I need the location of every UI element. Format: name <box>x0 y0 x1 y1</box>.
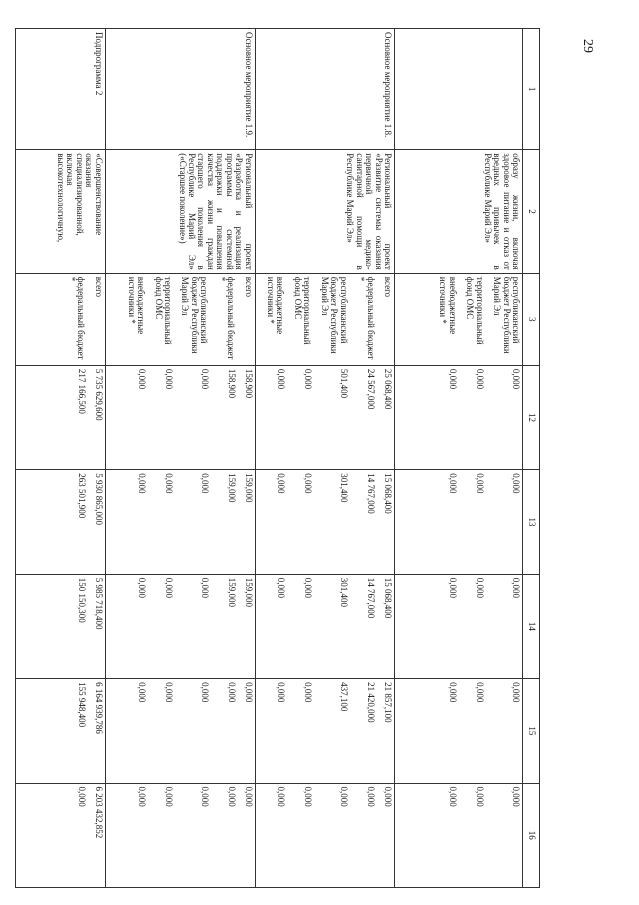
amount-value: 0,000 <box>303 473 313 494</box>
value-cell-13 <box>15 470 105 574</box>
amount-value: 0,000 <box>303 682 313 703</box>
value-cell-16 <box>255 783 394 887</box>
activity-cell: Подпрограмма 2 <box>15 29 105 150</box>
amount-value: 0,000 <box>226 786 237 807</box>
table-row <box>15 29 105 888</box>
amount-value: 159,000 <box>243 473 254 503</box>
amount-value: 0,000 <box>303 368 313 390</box>
amount-value: 0,000 <box>243 682 254 703</box>
funding-source-cell <box>255 273 394 365</box>
table-row <box>255 29 394 888</box>
amount-value: 0,000 <box>199 368 210 390</box>
amount-value: 0,000 <box>276 577 286 598</box>
amount-value: 0,000 <box>199 577 210 598</box>
amount-value: 0,000 <box>199 473 210 494</box>
funding-source-label: республиканский бюджет Республики Марий Эл <box>319 276 349 354</box>
amount-value: 301,400 <box>339 473 349 503</box>
value-cell-14 <box>15 574 105 678</box>
amount-value: 150 150,300 <box>76 577 87 623</box>
table-row <box>395 29 523 888</box>
amount-value: 0,000 <box>303 577 313 598</box>
amount-value: 155 948,400 <box>76 682 87 728</box>
amount-value: 0,000 <box>199 682 210 703</box>
funding-source-cell <box>395 273 523 365</box>
amount-value: 0,000 <box>276 473 286 494</box>
value-cell-15 <box>15 679 105 783</box>
header-col-1: 1 <box>523 29 540 150</box>
value-cell-12 <box>255 365 394 469</box>
amount-value: 5 735 629,600 <box>93 368 104 421</box>
amount-value: 0,000 <box>276 368 286 390</box>
funding-source-label: внебюджетные источники * <box>126 276 147 335</box>
amount-value: 0,000 <box>475 682 485 703</box>
amount-value: 0,000 <box>448 473 458 494</box>
amount-value: 0,000 <box>511 786 521 807</box>
header-col-12: 12 <box>523 365 540 469</box>
value-cell-13 <box>105 470 255 574</box>
amount-value: 0,000 <box>136 577 147 598</box>
funding-source-label: территориальный фонд ОМС <box>292 276 313 345</box>
amount-value: 0,000 <box>303 786 313 807</box>
value-cell-16 <box>15 783 105 887</box>
table-body <box>15 29 522 888</box>
amount-value: 0,000 <box>226 682 237 703</box>
activity-cell <box>395 29 523 150</box>
header-col-13: 13 <box>523 470 540 574</box>
amount-value: 217 166,500 <box>76 368 87 414</box>
amount-value: 0,000 <box>163 577 174 598</box>
value-cell-12 <box>105 365 255 469</box>
funding-source-label: внебюджетные источники * <box>438 276 458 335</box>
page-number: 29 <box>580 39 595 53</box>
amount-value: 25 068,400 <box>383 368 393 410</box>
amount-value: 437,100 <box>339 682 349 712</box>
funding-source-label: всего <box>243 276 254 298</box>
amount-value: 14 767,000 <box>366 577 376 619</box>
project-name-cell: «Совершенствование оказания специализированной, включая высокотехнологичную, <box>15 150 105 274</box>
value-cell-12 <box>395 365 523 469</box>
amount-value: 0,000 <box>276 786 286 807</box>
value-cell-15 <box>395 679 523 783</box>
amount-value: 6 164 939,786 <box>93 682 104 734</box>
amount-value: 158,900 <box>226 368 237 399</box>
value-cell-14 <box>105 574 255 678</box>
funding-source-label: всего <box>383 276 393 298</box>
amount-value: 263 501,900 <box>76 473 87 519</box>
project-name-cell: образу жизни, включая здоровое питание и отказ от вредных привычек в Республике Марий Эл» <box>395 150 523 274</box>
table-header-row <box>523 29 540 888</box>
amount-value: 0,000 <box>339 786 349 807</box>
amount-value: 0,000 <box>136 473 147 494</box>
amount-value: 0,000 <box>448 368 458 390</box>
value-cell-16 <box>105 783 255 887</box>
value-cell-12 <box>15 365 105 469</box>
amount-value: 0,000 <box>199 786 210 807</box>
funding-source-label: республиканский бюджет Республики Марий Эл <box>180 276 210 354</box>
value-cell-15 <box>105 679 255 783</box>
funding-source-label: федеральный бюджет * <box>356 276 376 360</box>
amount-value: 0,000 <box>76 786 87 807</box>
amount-value: 24 567,000 <box>366 368 376 410</box>
funding-source-label: всего <box>93 276 104 298</box>
amount-value: 21 857,100 <box>383 682 393 723</box>
value-cell-14 <box>395 574 523 678</box>
amount-value: 159,000 <box>243 577 254 607</box>
project-name-cell: Региональный проект «Развитие системы оказания первичной медико-санитарной помощи в Республике Марий Эл» <box>255 150 394 274</box>
amount-value: 0,000 <box>163 368 174 390</box>
amount-value: 0,000 <box>136 786 147 807</box>
value-cell-13 <box>395 470 523 574</box>
amount-value: 0,000 <box>448 577 458 598</box>
value-cell-16 <box>395 783 523 887</box>
amount-value: 159,000 <box>226 473 237 503</box>
funding-source-label: территориальный фонд ОМС <box>153 276 173 345</box>
amount-value: 0,000 <box>511 577 521 598</box>
table-row <box>105 29 255 888</box>
funding-source-cell <box>105 273 255 365</box>
amount-value: 0,000 <box>136 682 147 703</box>
amount-value: 15 068,400 <box>383 473 393 514</box>
funding-source-label: федеральный бюджет * <box>216 276 237 360</box>
amount-value: 15 068,400 <box>383 577 393 619</box>
amount-value: 0,000 <box>475 786 485 807</box>
amount-value: 21 420,000 <box>366 682 376 723</box>
header-col-16: 16 <box>523 783 540 887</box>
amount-value: 0,000 <box>163 473 174 494</box>
budget-table <box>15 28 540 888</box>
funding-source-label: внебюджетные источники * <box>266 276 286 335</box>
amount-value: 301,400 <box>339 577 349 607</box>
amount-value: 5 930 865,000 <box>93 473 104 526</box>
funding-source-cell <box>15 273 105 365</box>
amount-value: 0,000 <box>383 786 393 807</box>
amount-value: 0,000 <box>276 682 286 703</box>
amount-value: 0,000 <box>448 682 458 703</box>
amount-value: 0,000 <box>366 786 376 807</box>
value-cell-15 <box>255 679 394 783</box>
amount-value: 5 985 718,400 <box>93 577 104 630</box>
amount-value: 0,000 <box>511 368 521 390</box>
amount-value: 14 767,000 <box>366 473 376 514</box>
amount-value: 158,900 <box>243 368 254 399</box>
header-col-2: 2 <box>523 150 540 274</box>
funding-source-label: федеральный бюджет * <box>66 276 87 360</box>
funding-source-label: республиканский бюджет Республики Марий Эл <box>492 276 521 354</box>
value-cell-14 <box>255 574 394 678</box>
amount-value: 0,000 <box>475 368 485 390</box>
activity-cell: Основное мероприятие 1.8. <box>255 29 394 150</box>
amount-value: 0,000 <box>243 786 254 807</box>
funding-source-label: территориальный фонд ОМС <box>465 276 485 345</box>
amount-value: 0,000 <box>163 682 174 703</box>
amount-value: 159,000 <box>226 577 237 607</box>
activity-cell: Основное мероприятие 1.9. <box>105 29 255 150</box>
header-col-15: 15 <box>523 679 540 783</box>
amount-value: 0,000 <box>163 786 174 807</box>
header-col-14: 14 <box>523 574 540 678</box>
project-name-cell: Региональный проект «Разработка и реализация программы системной поддержки и повышения качества жизни граждан старшего поколения в Республике Марий Эл» («Старшее поколение») <box>105 150 255 274</box>
amount-value: 0,000 <box>136 368 147 390</box>
amount-value: 0,000 <box>511 473 521 494</box>
amount-value: 0,000 <box>475 577 485 598</box>
amount-value: 501,400 <box>339 368 349 399</box>
amount-value: 6 203 432,852 <box>93 786 104 839</box>
amount-value: 0,000 <box>511 682 521 703</box>
value-cell-13 <box>255 470 394 574</box>
header-col-3: 3 <box>523 273 540 365</box>
amount-value: 0,000 <box>448 786 458 807</box>
amount-value: 0,000 <box>475 473 485 494</box>
rotated-table-wrapper <box>55 28 540 888</box>
